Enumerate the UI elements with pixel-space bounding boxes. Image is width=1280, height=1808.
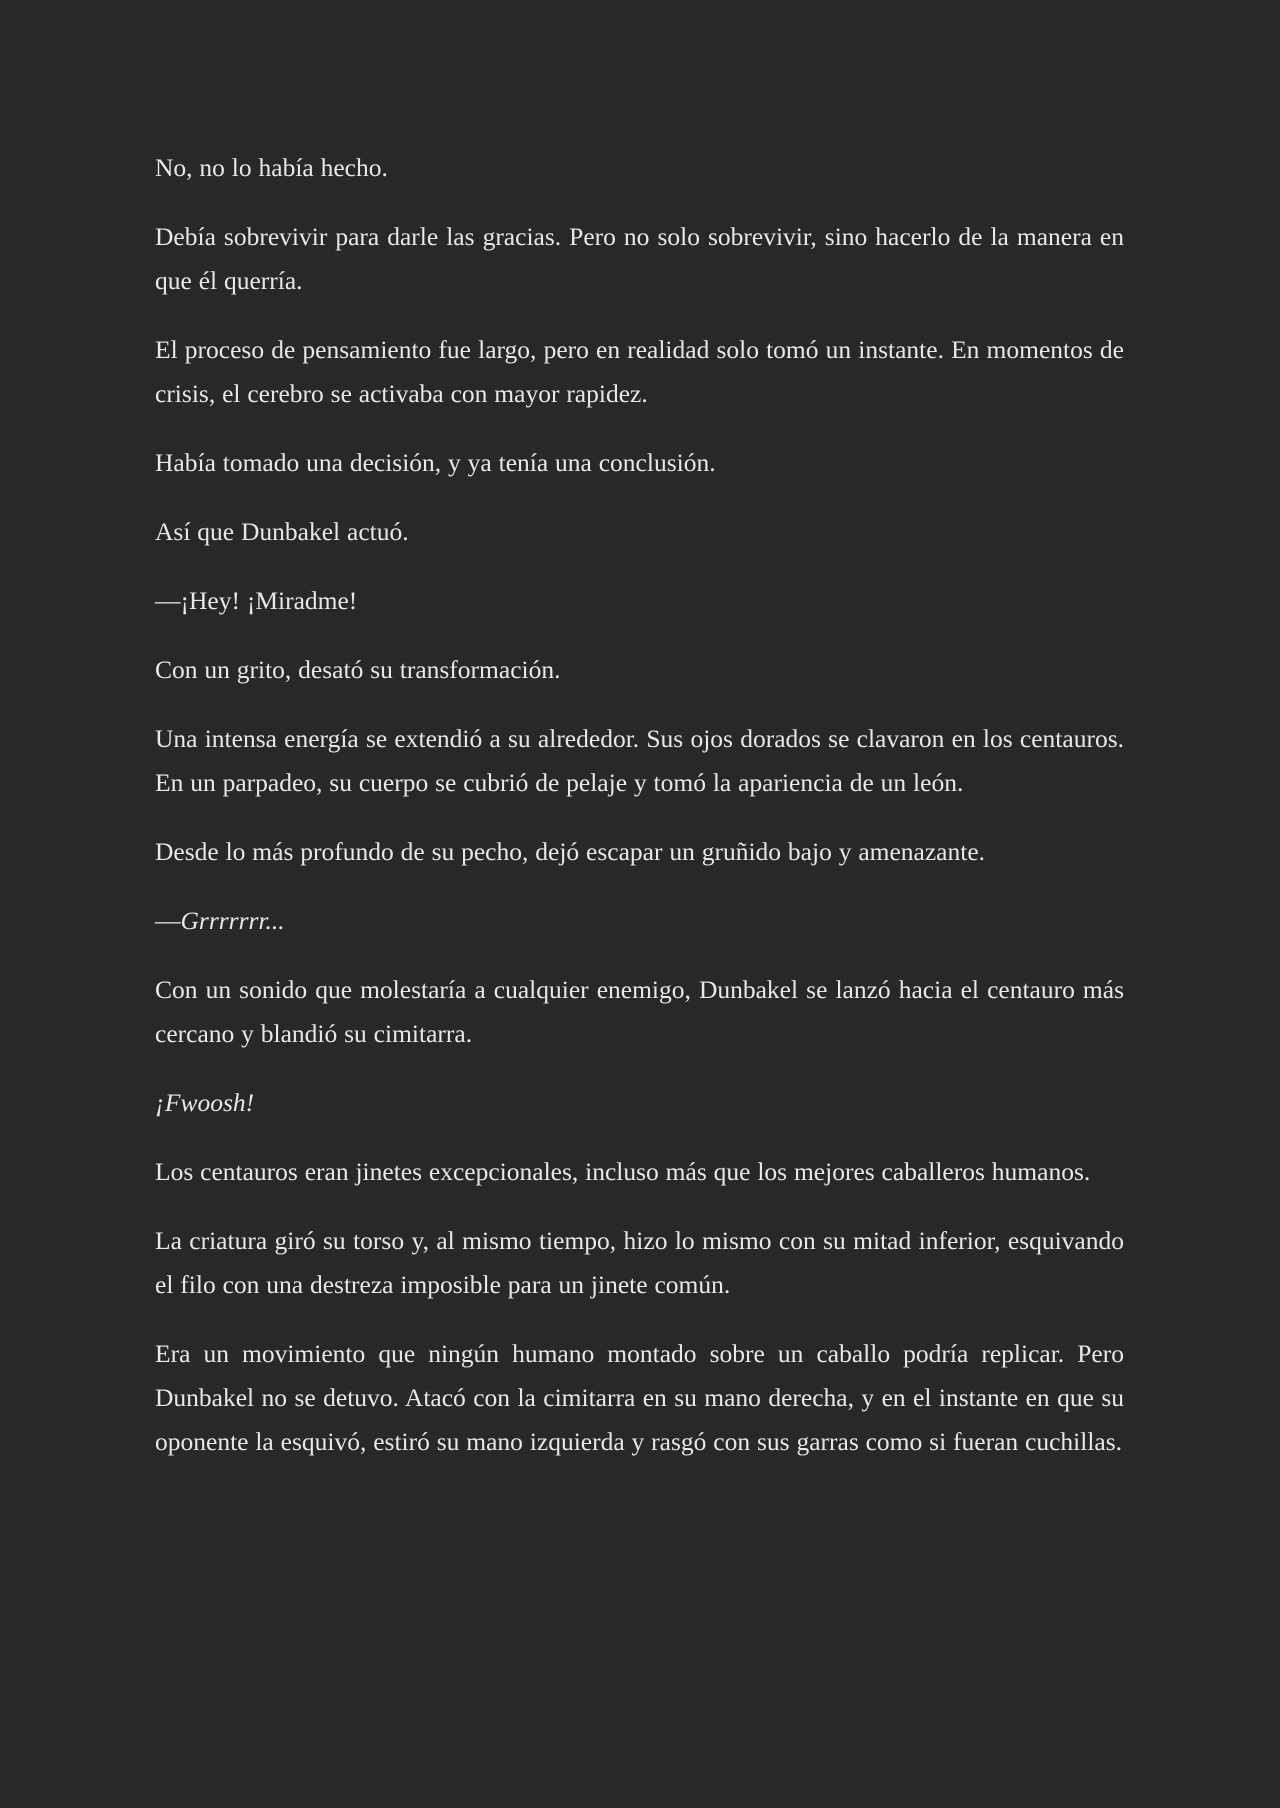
paragraph: Desde lo más profundo de su pecho, dejó escapar un gruñido bajo y amenazante.: [155, 837, 986, 866]
chapter-text: [155, 146, 1124, 1489]
paragraph: No, no lo había hecho.: [155, 153, 388, 182]
dialogue-line: —¡Hey! ¡Miradme!: [155, 586, 358, 615]
paragraph: Una intensa energía se extendió a su alrededor. Sus ojos dorados se clavaron en los centauros. En un parpadeo, su cuerpo se cubrió de pelaje y tomó la apariencia de un león.: [155, 724, 1124, 797]
growl-sound: Grrrrrrr...: [180, 906, 285, 935]
paragraph: Debía sobrevivir para darle las gracias. Pero no solo sobrevivir, sino hacerlo de la manera en que él querría.: [155, 222, 1124, 295]
paragraph: El proceso de pensamiento fue largo, pero en realidad solo tomó un instante. En momentos de crisis, el cerebro se activaba con mayor rapidez.: [155, 335, 1124, 408]
paragraph: Era un movimiento que ningún humano montado sobre un caballo podría replicar. Pero Dunbakel no se detuvo. Atacó con la cimitarra en su mano derecha, y en el instante en que su oponente la esquivó, estiró su mano izquierda y rasgó con sus garras como si fueran cuchillas.: [155, 1339, 1124, 1456]
sound-effect: ¡Fwoosh!: [155, 1088, 255, 1117]
paragraph: La criatura giró su torso y, al mismo tiempo, hizo lo mismo con su mitad inferior, esquivando el filo con una destreza imposible para un jinete común.: [155, 1226, 1124, 1299]
sound-effect-line: [155, 1081, 1124, 1125]
paragraph: Había tomado una decisión, y ya tenía una conclusión.: [155, 448, 716, 477]
paragraph: Así que Dunbakel actuó.: [155, 517, 409, 546]
dialogue-dash: —: [155, 906, 181, 935]
paragraph: Los centauros eran jinetes excepcionales, incluso más que los mejores caballeros humanos.: [155, 1157, 1091, 1186]
growl-line: [155, 899, 1124, 943]
paragraph: Con un sonido que molestaría a cualquier enemigo, Dunbakel se lanzó hacia el centauro más cercano y blandió su cimitarra.: [155, 975, 1124, 1048]
paragraph: Con un grito, desató su transformación.: [155, 655, 561, 684]
